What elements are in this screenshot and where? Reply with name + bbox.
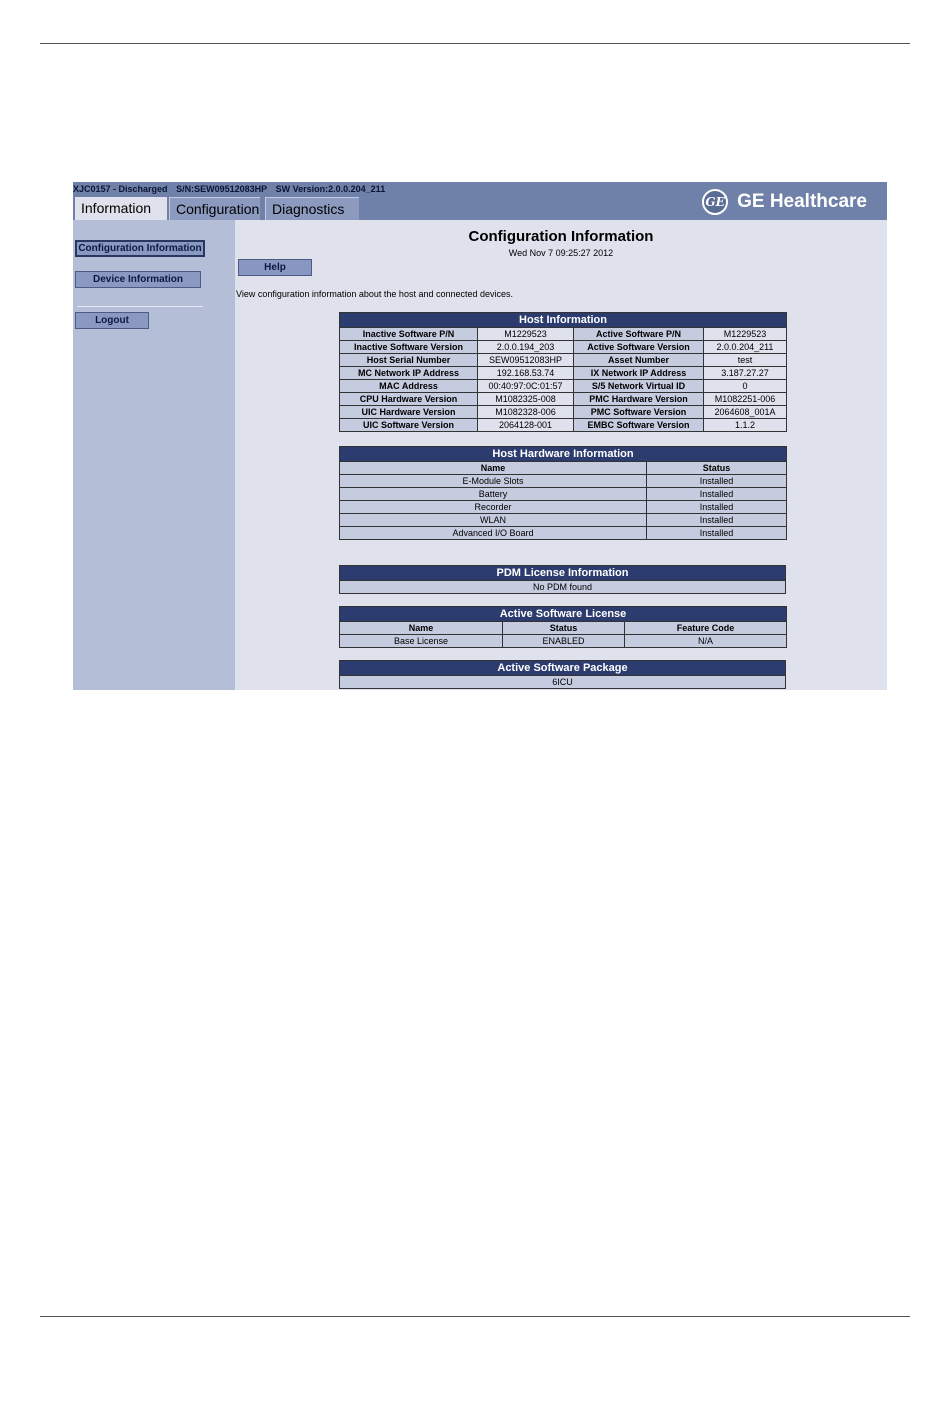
field-label: PMC Hardware Version [574,393,704,406]
pdm-license-table [339,565,786,594]
hardware-status: Installed [647,527,787,540]
ge-monogram-icon: GE [702,189,728,215]
table-row [340,393,787,406]
serial-number: S/N:SEW09512083HP [176,184,268,194]
sw-version: SW Version:2.0.0.204_211 [275,184,386,194]
tab-information[interactable]: Information [75,197,167,220]
license-status: ENABLED [503,635,625,648]
table-row [340,501,787,514]
page-top-rule [40,43,910,44]
active-package-table [339,660,786,689]
table-row [340,341,787,354]
hardware-status: Installed [647,514,787,527]
field-value: 1.1.2 [704,419,787,432]
ge-healthcare-logo [702,188,867,216]
sidebar-divider [77,306,203,307]
field-value: M1082251-006 [704,393,787,406]
hardware-name: Battery [340,488,647,501]
tab-diagnostics[interactable]: Diagnostics [265,197,359,220]
field-label: CPU Hardware Version [340,393,478,406]
field-value: 2.0.0.204_211 [704,341,787,354]
field-value: 2064608_001A [704,406,787,419]
field-label: Active Software Version [574,341,704,354]
column-header: Name [340,622,503,635]
field-value: test [704,354,787,367]
package-value: 6ICU [340,676,786,689]
hardware-name: Advanced I/O Board [340,527,647,540]
monitor-web-ui [73,182,887,690]
page-bottom-rule [40,1316,910,1317]
hardware-name: E-Module Slots [340,475,647,488]
field-label: Active Software P/N [574,328,704,341]
table-row [340,367,787,380]
hardware-status: Installed [647,488,787,501]
field-label: Inactive Software P/N [340,328,478,341]
field-label: Host Serial Number [340,354,478,367]
intro-text: View configuration information about the host and connected devices. [236,289,514,299]
field-label: UIC Hardware Version [340,406,478,419]
table-row [340,635,787,648]
page-date: Wed Nov 7 09:25:27 2012 [508,248,614,258]
table-row [340,527,787,540]
field-label: EMBC Software Version [574,419,704,432]
host-information-table [339,312,787,432]
logo-text: GE Healthcare [737,191,867,212]
field-value: 2.0.0.194_203 [478,341,574,354]
table-row [340,328,787,341]
column-header: Status [647,462,787,475]
field-value: M1229523 [478,328,574,341]
host-hardware-table [339,446,787,540]
pdm-message: No PDM found [340,581,786,594]
field-label: IX Network IP Address [574,367,704,380]
hardware-status: Installed [647,501,787,514]
tab-configuration[interactable]: Configuration [169,197,260,220]
field-value: 00:40:97:0C:01:57 [478,380,574,393]
column-header: Name [340,462,647,475]
field-value: 0 [704,380,787,393]
field-value: M1082328-006 [478,406,574,419]
field-value: SEW09512083HP [478,354,574,367]
field-label: MC Network IP Address [340,367,478,380]
table-row [340,354,787,367]
hardware-name: WLAN [340,514,647,527]
host-hardware-title: Host Hardware Information [340,447,787,462]
help-button[interactable]: Help [238,259,312,276]
license-feature-code: N/A [625,635,787,648]
hardware-status: Installed [647,475,787,488]
table-row [340,406,787,419]
field-label: PMC Software Version [574,406,704,419]
table-row [340,475,787,488]
sidebar [73,220,235,690]
field-value: M1082325-008 [478,393,574,406]
table-row [340,514,787,527]
active-license-title: Active Software License [340,607,787,622]
logout-button[interactable]: Logout [75,312,149,329]
device-status-line [73,184,391,194]
field-value: 3.187.27.27 [704,367,787,380]
license-name: Base License [340,635,503,648]
table-row [340,488,787,501]
field-label: Inactive Software Version [340,341,478,354]
table-row [340,380,787,393]
hardware-name: Recorder [340,501,647,514]
sidebar-item-configuration-information[interactable]: Configuration Information [75,240,205,257]
field-value: 2064128-001 [478,419,574,432]
page-title: Configuration Information [468,228,654,245]
table-row [340,419,787,432]
sidebar-item-device-information[interactable]: Device Information [75,271,201,288]
pdm-license-title: PDM License Information [340,566,786,581]
field-label: S/5 Network Virtual ID [574,380,704,393]
active-package-title: Active Software Package [340,661,786,676]
active-license-table [339,606,787,648]
host-information-title: Host Information [340,313,787,328]
device-status: XJC0157 - Discharged [73,184,168,194]
field-label: MAC Address [340,380,478,393]
field-value: 192.168.53.74 [478,367,574,380]
field-value: M1229523 [704,328,787,341]
top-bar [73,182,887,220]
column-header: Feature Code [625,622,787,635]
column-header: Status [503,622,625,635]
field-label: UIC Software Version [340,419,478,432]
main-content [235,220,887,690]
field-label: Asset Number [574,354,704,367]
